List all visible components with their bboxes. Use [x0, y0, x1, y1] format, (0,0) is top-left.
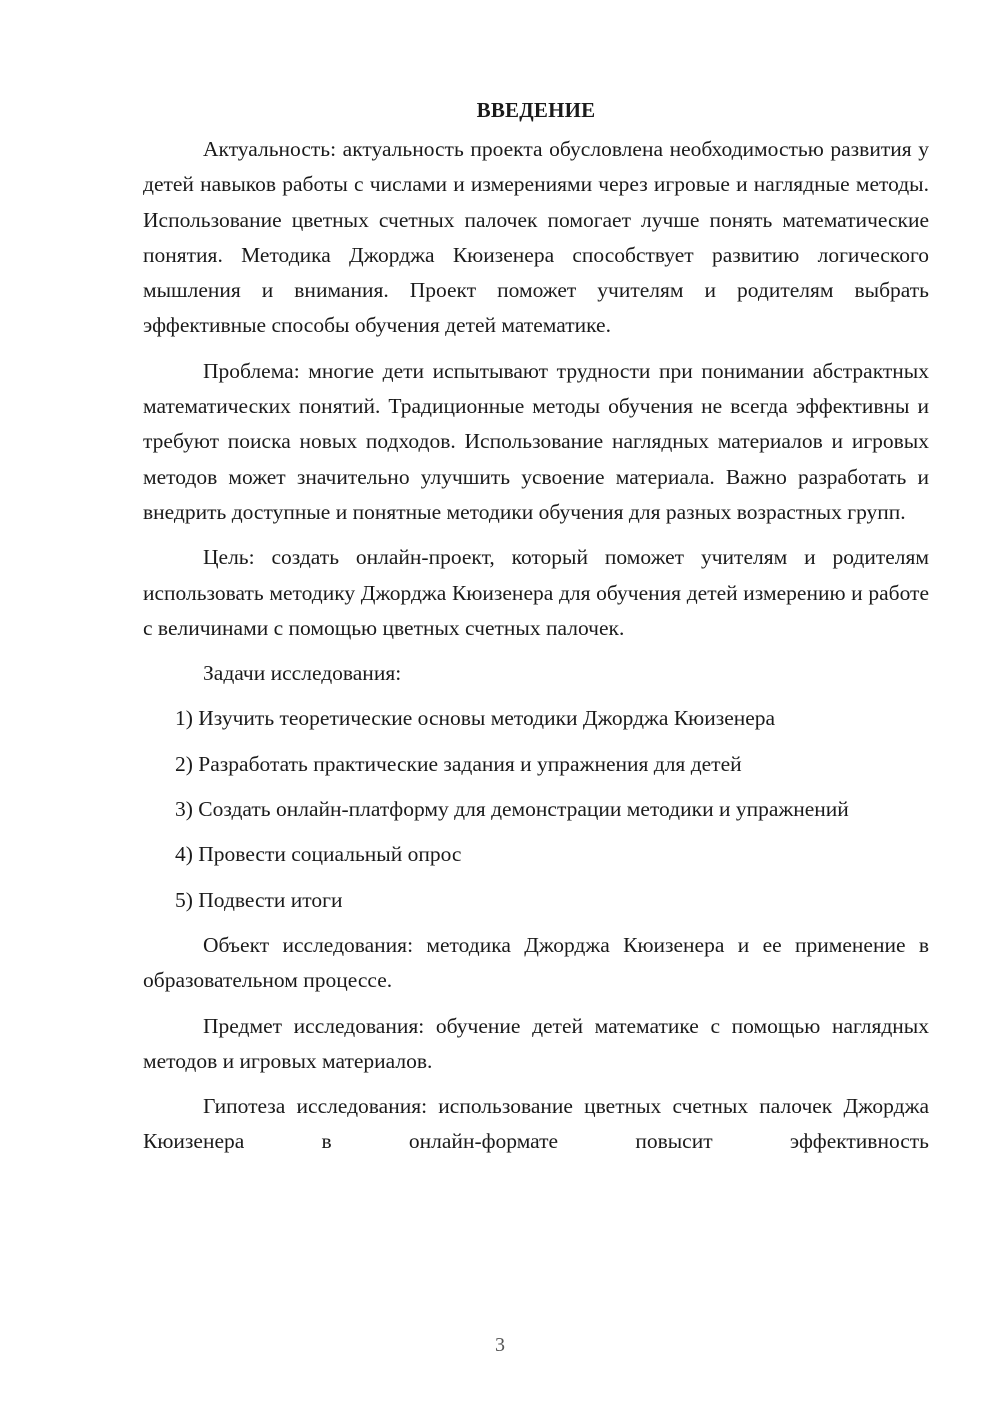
- paragraph-object: Объект исследования: методика Джорджа Кюизенера и ее применение в образовательном процессе.: [143, 932, 929, 993]
- task-item: 2) Разработать практические задания и упражнения для детей: [175, 751, 742, 776]
- task-item: 5) Подвести итоги: [175, 887, 343, 912]
- page-number: 3: [495, 1334, 505, 1356]
- document-page: [143, 92, 929, 1170]
- tasks-heading: Задачи исследования:: [203, 661, 402, 686]
- task-item: 3) Создать онлайн-платформу для демонстрации методики и упражнений: [175, 797, 849, 822]
- paragraph-goal: Цель: создать онлайн-проект, который поможет учителям и родителям использовать методику Джорджа Кюизенера для обучения детей измерению и работе с величинами с помощью цветных счетных палочек.: [143, 545, 929, 640]
- task-item: 4) Провести социальный опрос: [175, 842, 462, 867]
- section-title: ВВЕДЕНИЕ: [476, 98, 596, 122]
- paragraph-problem: Проблема: многие дети испытывают трудности при понимании абстрактных математических понятий. Традиционные методы обучения не всегда эффективны и требуют поиска новых подходов. Использование наглядных материалов и игровых методов может значительно улучшить усвоение материала. Важно разработать и внедрить доступные и понятные методики обучения для разных возрастных групп.: [143, 358, 929, 524]
- paragraph-hypothesis: Гипотеза исследования: использование цветных счетных палочек Джорджа Кюизенера в онлайн-формате повысит эффективность: [143, 1094, 929, 1154]
- task-item: 1) Изучить теоретические основы методики Джорджа Кюизенера: [175, 706, 776, 731]
- paragraph-subject: Предмет исследования: обучение детей математике с помощью наглядных методов и игровых материалов.: [143, 1013, 929, 1073]
- paragraph-relevance: Актуальность: актуальность проекта обусловлена необходимостью развития у детей навыков работы с числами и измерениями через игровые и наглядные методы. Использование цветных счетных палочек помогает лучше понять математические понятия. Методика Джорджа Кюизенера способствует развитию логического мышления и внимания. Проект поможет учителям и родителям выбрать эффективные способы обучения детей математике.: [143, 137, 929, 338]
